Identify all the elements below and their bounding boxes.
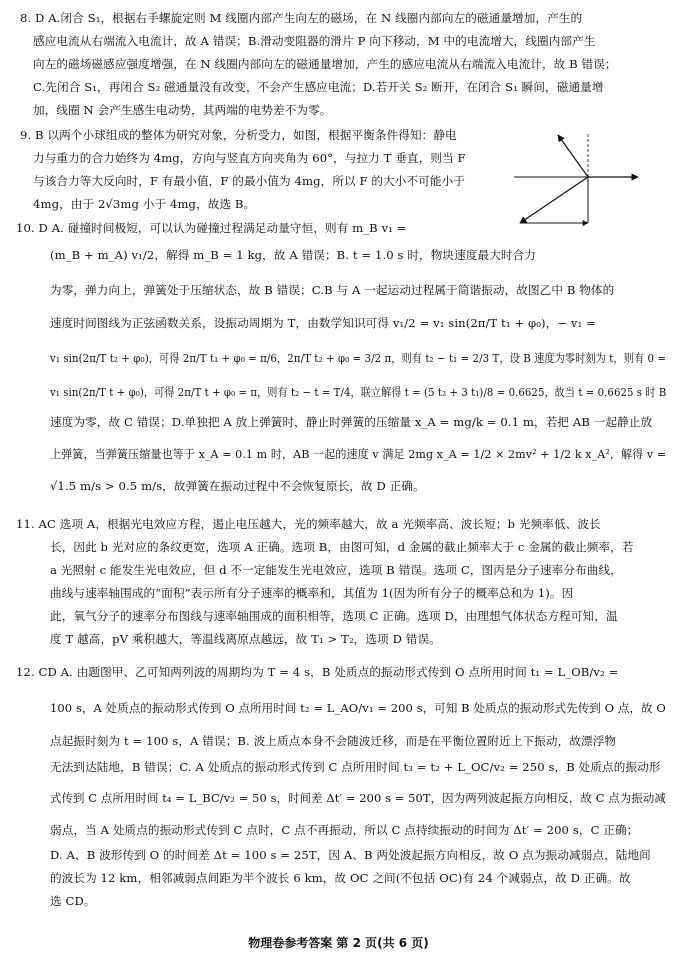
q11-line-2: 长，因此 b 光对应的条纹更宽，选项 A 正确。选项 B，由图可知，d 金属的截止频率大于 c 金属的截止频率，若 bbox=[50, 540, 634, 554]
force-diagram bbox=[500, 125, 660, 237]
q12-line-7: D. A、B 波形传到 O 的时间差 Δt = 100 s = 25T，因 A、B 两处波起振方向相反，故 O 点为振动减弱点，陆地间 bbox=[50, 848, 651, 862]
q10-line-8: 上弹簧，当弹簧压缩量也等于 x_A = 0.1 m 时，AB 一起的速度 v 满足 2mg x_A = 1/2 × 2mv² + 1/2 k x_A²，解得 v = bbox=[50, 447, 667, 461]
q10-line-9: √1.5 m/s > 0.5 m/s，故弹簧在振动过程中不会恢复原长，故 D 正确。 bbox=[50, 479, 425, 493]
q10-line-7: 速度为零，故 C 错误；D.单独把 A 放上弹簧时，静止时弹簧的压缩量 x_A = mg/k = 0.1 m，若把 AB 一起静止放 bbox=[50, 415, 653, 429]
q12-line-6: 弱点，当 A 处质点的振动形式传到 C 点时，C 点不再振动，所以 C 点持续振动的时间为 Δt′ = 200 s，C 正确； bbox=[50, 823, 639, 837]
tension-arrow bbox=[558, 135, 588, 177]
q10-line-6: v₁ sin(2π/T t + φ₀)，可得 2π/T t + φ₀ = π，则有 t₂ − t = T/4，联立解得 t = (5 t₂ + 3 t₁)/8 = 0.6625，故当 t = 0.6625 s 时 B bbox=[50, 385, 667, 399]
q12-line-9: 选 CD。 bbox=[50, 894, 96, 908]
q10-line-3: 为零，弹力向上，弹簧处于压缩状态，故 B 错误；C.B 与 A 一起运动过程属于简谐振动，故图乙中 B 物体的 bbox=[50, 283, 615, 297]
q10-line-1: 10. D A. 碰撞时间极短，可以认为碰撞过程满足动量守恒，则有 m_B v₁ = bbox=[16, 221, 407, 235]
q9-line-2: 力与重力的合力始终为 4mg，方向与竖直方向夹角为 60°，与拉力 T 垂直，则当 F bbox=[33, 151, 466, 165]
q11-line-4: 曲线与速率轴围成的“面积”表示所有分子速率的概率和，其值为 1(因为所有分子的概率总和为 1)。因 bbox=[50, 586, 574, 600]
q11-line-3: a 光照射 c 能发生光电效应，但 d 不一定能发生光电效应，选项 B 错误。选项 C，图丙是分子速率分布曲线， bbox=[50, 563, 622, 577]
q12-line-2: 100 s，A 处质点的振动形式传到 O 点所用时间 t₂ = L_AO/v₁ = 200 s，可知 B 处质点的振动形式先传到 O 点，故 O bbox=[50, 701, 666, 715]
q11-line-5: 此，氧气分子的速率分布图线与速率轴围成的面积相等，选项 C 正确。选项 D，由理想气体状态方程可知，温 bbox=[50, 609, 618, 623]
q9-line-3: 与该合力等大反向时，F 有最小值，F 的最小值为 4mg，所以 F 的大小不可能小于 bbox=[33, 174, 465, 188]
q9-line-4: 4mg，由于 2√3mg 小于 4mg，故选 B。 bbox=[33, 197, 256, 211]
q9-line-1: 9. B 以两个小球组成的整体为研究对象，分析受力，如图，根据平衡条件得知：静电 bbox=[20, 128, 457, 142]
q12-line-5: 式传到 C 点所用时间 t₄ = L_BC/v₂ = 50 s，时间差 Δt′ = 200 s = 50T，因为两列波起振方向相反，故 C 点为振动减 bbox=[50, 791, 666, 805]
resultant-arrow bbox=[520, 177, 588, 223]
q12-line-4: 无法到达陆地，B 错误；C. A 处质点的振动形式传到 C 点所用时间 t₃ = t₂ + L_OC/v₂ = 250 s，B 处质点的振动形 bbox=[50, 760, 661, 774]
q12-line-1: 12. CD A. 由题图甲、乙可知两列波的周期均为 T = 4 s，B 处质点的振动形式传到 O 点所用时间 t₁ = L_OB/v₂ = bbox=[16, 665, 619, 679]
q10-line-2: (m_B + m_A) v₁/2，解得 m_B = 1 kg，故 A 错误；B. t = 1.0 s 时，物块速度最大时合力 bbox=[50, 248, 536, 262]
q8-line-1: 8. D A.闭合 S₁，根据右手螺旋定则 M 线圈内部产生向左的磁场，在 N 线圈内部向左的磁通量增加，产生的 bbox=[20, 11, 583, 25]
q10-line-4: 速度时间图线为正弦函数关系，设振动周期为 T，由数学知识可得 v₁/2 = v₁ sin(2π/T t₁ + φ₀)，− v₁ = bbox=[50, 316, 596, 330]
q8-line-4: C.先闭合 S₁，再闭合 S₂ 磁通量没有改变，不会产生感应电流；D.若开关 S₂ 断开，在闭合 S₁ 瞬间，磁通量增 bbox=[33, 80, 604, 94]
q10-line-5: v₁ sin(2π/T t₂ + φ₀)，可得 2π/T t₁ + φ₀ = π/6，2π/T t₂ + φ₀ = 3/2 π，则有 t₂ − t₁ = 2/3 T，设 B 速度为零时刻为 t，则有 0 = bbox=[50, 351, 667, 365]
q8-line-5: 加，线圈 N 会产生感生电动势，其两端的电势差不为零。 bbox=[33, 103, 332, 117]
q8-line-2: 感应电流从右端流入电流计，故 A 错误；B.滑动变阻器的滑片 P 向下移动，M 中的电流增大，线圈内部产生 bbox=[33, 34, 596, 48]
page-footer: 物理卷参考答案 第 2 页(共 6 页) bbox=[248, 936, 429, 950]
q8-line-3: 向左的磁场磁感应强度增强，在 N 线圈内部向左的磁通量增加，产生的感应电流从右端流入电流计，故 B 错误； bbox=[33, 57, 617, 71]
q12-line-8: 的波长为 12 km，相邻减弱点间距为半个波长 6 km，故 OC 之间(不包括 OC)有 24 个减弱点，故 D 正确。故 bbox=[50, 871, 631, 885]
q11-line-6: 度 T 越高，pV 乘积越大，等温线离原点越远，故 T₁ > T₂，选项 D 错误。 bbox=[50, 632, 441, 646]
q11-line-1: 11. AC 选项 A，根据光电效应方程，遏止电压越大，光的频率越大，故 a 光频率高、波长短；b 光频率低、波长 bbox=[16, 517, 601, 531]
q12-line-3: 点起振时刻为 t = 100 s，A 错误；B. 波上质点本身不会随波迁移，而是在平衡位置附近上下振动，故漂浮物 bbox=[50, 734, 617, 748]
